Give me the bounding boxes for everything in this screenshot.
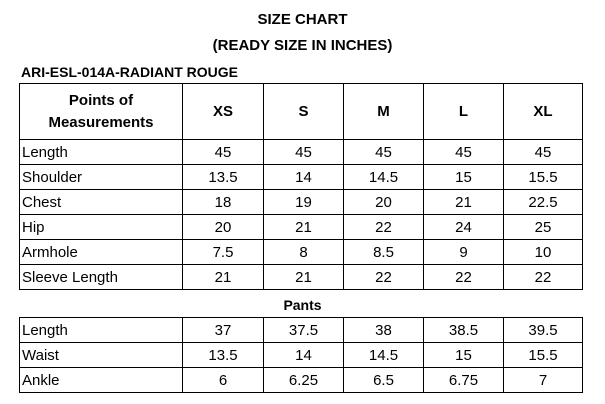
- measurement-value: 6.25: [264, 368, 344, 393]
- measurement-value: 6.75: [424, 368, 504, 393]
- table-row: [20, 240, 583, 265]
- table-row: [20, 318, 583, 343]
- page-subtitle: (READY SIZE IN INCHES): [212, 37, 393, 54]
- measurement-value: 14.5: [344, 343, 424, 368]
- measurement-value: 22: [424, 265, 504, 290]
- measurement-value: 37: [183, 318, 264, 343]
- measurement-value: 21: [424, 190, 504, 215]
- page-title: SIZE CHART: [257, 11, 348, 28]
- measurement-value: 22: [344, 215, 424, 240]
- table-row: [20, 140, 583, 165]
- measurement-value: 21: [264, 215, 344, 240]
- measurement-value: 8: [264, 240, 344, 265]
- measurement-value: 14: [264, 165, 344, 190]
- measurement-label: Length: [20, 318, 183, 343]
- measurement-value: 14.5: [344, 165, 424, 190]
- measurement-label: Shoulder: [20, 165, 183, 190]
- table-row: [20, 165, 583, 190]
- measurement-label: Waist: [20, 343, 183, 368]
- table-row: [20, 368, 583, 393]
- measurement-value: 15.5: [504, 343, 583, 368]
- measurement-value: 22.5: [504, 190, 583, 215]
- pants-section-title: Pants: [283, 297, 322, 313]
- measurement-value: 38.5: [424, 318, 504, 343]
- measurement-label: Ankle: [20, 368, 183, 393]
- measurement-value: 7: [504, 368, 583, 393]
- measurement-value: 45: [424, 140, 504, 165]
- measurement-label: Chest: [20, 190, 183, 215]
- table-row: [20, 190, 583, 215]
- measurement-value: 13.5: [183, 165, 264, 190]
- measurement-value: 22: [504, 265, 583, 290]
- measurement-value: 14: [264, 343, 344, 368]
- points-of-measurements-header: Points of Measurements: [20, 84, 183, 140]
- measurement-value: 10: [504, 240, 583, 265]
- measurement-value: 21: [183, 265, 264, 290]
- header-row: [20, 84, 583, 140]
- measurement-value: 38: [344, 318, 424, 343]
- size-header: L: [424, 84, 504, 140]
- measurement-label: Hip: [20, 215, 183, 240]
- measurement-value: 45: [183, 140, 264, 165]
- pants-table: [19, 317, 583, 393]
- measurement-value: 7.5: [183, 240, 264, 265]
- measurement-value: 15: [424, 343, 504, 368]
- measurement-value: 6.5: [344, 368, 424, 393]
- size-header: S: [264, 84, 344, 140]
- measurement-value: 20: [344, 190, 424, 215]
- measurement-value: 45: [344, 140, 424, 165]
- measurement-value: 15.5: [504, 165, 583, 190]
- measurement-value: 39.5: [504, 318, 583, 343]
- measurement-value: 6: [183, 368, 264, 393]
- measurement-value: 19: [264, 190, 344, 215]
- size-header: M: [344, 84, 424, 140]
- measurement-value: 9: [424, 240, 504, 265]
- measurement-value: 37.5: [264, 318, 344, 343]
- measurement-label: Sleeve Length: [20, 265, 183, 290]
- measurement-value: 21: [264, 265, 344, 290]
- table-row: [20, 343, 583, 368]
- measurement-value: 13.5: [183, 343, 264, 368]
- table-row: [20, 265, 583, 290]
- table-row: [20, 215, 583, 240]
- measurement-value: 24: [424, 215, 504, 240]
- size-chart-table: [19, 83, 583, 290]
- product-code: ARI-ESL-014A-RADIANT ROUGE: [21, 64, 239, 80]
- measurement-value: 20: [183, 215, 264, 240]
- measurement-label: Armhole: [20, 240, 183, 265]
- measurement-value: 15: [424, 165, 504, 190]
- measurement-value: 22: [344, 265, 424, 290]
- measurement-value: 45: [264, 140, 344, 165]
- measurement-label: Length: [20, 140, 183, 165]
- size-header: XS: [183, 84, 264, 140]
- measurement-value: 25: [504, 215, 583, 240]
- measurement-value: 8.5: [344, 240, 424, 265]
- size-header: XL: [504, 84, 583, 140]
- measurement-value: 45: [504, 140, 583, 165]
- measurement-value: 18: [183, 190, 264, 215]
